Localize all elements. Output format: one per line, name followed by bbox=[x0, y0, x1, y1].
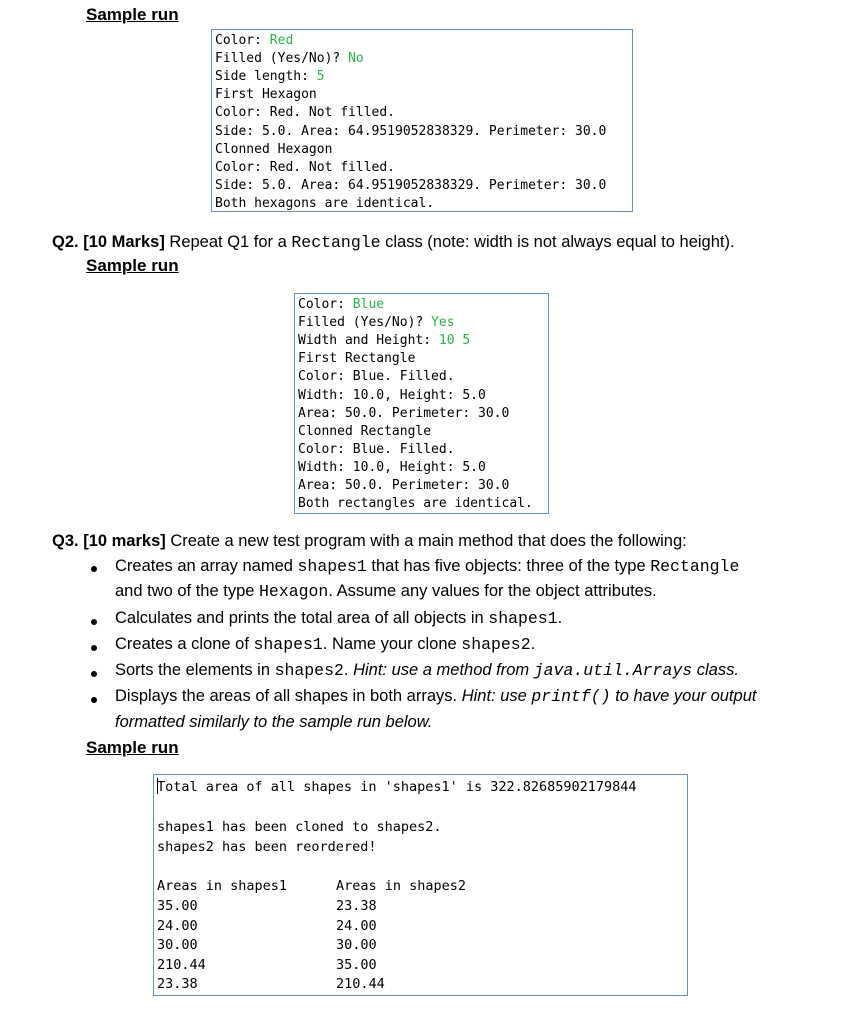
console-output: Filled (Yes/No)? bbox=[298, 315, 432, 331]
q2-code-rectangle: Rectangle bbox=[291, 233, 381, 252]
console-user-input: Blue bbox=[352, 297, 385, 312]
q3-sample-run-heading: Sample run bbox=[86, 738, 179, 757]
q3-question bbox=[52, 532, 687, 551]
console-output: First Rectangle bbox=[298, 351, 416, 367]
b5-hint-3: formatted similarly to the sample run below. bbox=[115, 713, 433, 731]
console-output: Color: Red. Not filled. bbox=[215, 105, 396, 121]
b1-code-hexagon: Hexagon bbox=[259, 582, 329, 601]
bullet-3-icon bbox=[91, 645, 97, 651]
console-line bbox=[215, 104, 395, 122]
console-line bbox=[298, 387, 486, 405]
console-user-input: 5 bbox=[316, 69, 325, 85]
b1-text-3: and two of the type bbox=[115, 582, 260, 600]
b5-text: Displays the areas of all shapes in both arrays. bbox=[115, 687, 462, 705]
b5-code-printf: printf() bbox=[531, 687, 611, 706]
area-value: 24.00 bbox=[157, 917, 198, 934]
console-line bbox=[215, 123, 606, 141]
b2-code-shapes1: shapes1 bbox=[488, 609, 558, 628]
console-user-input: Yes bbox=[431, 315, 455, 331]
q3-bullet-5-line2 bbox=[115, 713, 432, 732]
area-value: 35.00 bbox=[336, 956, 377, 973]
console-line bbox=[215, 159, 395, 177]
console-output: Side: 5.0. Area: 64.9519052838329. Perimeter: 30.0 bbox=[215, 177, 607, 193]
b4-code-shapes2: shapes2 bbox=[274, 661, 344, 680]
area-value: 210.44 bbox=[336, 976, 385, 993]
b4-code-arrays: java.util.Arrays bbox=[533, 661, 693, 680]
q3-bullet-3 bbox=[115, 635, 535, 654]
b1-code-rectangle: Rectangle bbox=[650, 557, 740, 576]
console-output: Both hexagons are identical. bbox=[215, 195, 435, 211]
q3-bullet-2 bbox=[115, 609, 562, 628]
console-line bbox=[298, 459, 486, 477]
console-line bbox=[215, 177, 606, 195]
q2-number: Q2. bbox=[52, 233, 79, 251]
console-output: Both rectangles are identical. bbox=[298, 496, 533, 512]
area-value: 30.00 bbox=[157, 937, 198, 954]
console-output: Width and Height: bbox=[298, 333, 439, 349]
console-line bbox=[298, 495, 533, 513]
console-line bbox=[298, 441, 455, 459]
q2-text-before: Repeat Q1 for a bbox=[164, 233, 292, 251]
q1-sample-console bbox=[211, 29, 633, 212]
b3-text: Creates a clone of bbox=[115, 635, 254, 653]
console-line bbox=[215, 141, 332, 159]
console-line bbox=[215, 32, 293, 50]
q3-bullet-1-line2 bbox=[115, 582, 657, 601]
console-reordered-line: shapes2 has been reordered! bbox=[157, 839, 377, 855]
console-output: Width: 10.0, Height: 5.0 bbox=[298, 387, 486, 403]
console-output: Side length: bbox=[215, 69, 317, 85]
console-line bbox=[298, 296, 384, 314]
console-line bbox=[215, 86, 317, 104]
area-value: 23.38 bbox=[157, 976, 198, 993]
q2-sample-console bbox=[294, 293, 549, 514]
q2-marks: [10 Marks] bbox=[83, 233, 165, 251]
b5-hint-2: to have your output bbox=[610, 687, 757, 705]
col1-header: Areas in shapes1 bbox=[157, 878, 288, 894]
console-output: First Hexagon bbox=[215, 87, 317, 103]
b3-text-2: . Name your clone bbox=[322, 635, 462, 653]
console-output: Area: 50.0. Perimeter: 30.0 bbox=[298, 405, 510, 421]
b3-text-3: . bbox=[530, 635, 536, 653]
q3-number: Q3. bbox=[52, 532, 79, 550]
q3-bullet-5-line1 bbox=[115, 687, 756, 706]
b1-code-shapes1: shapes1 bbox=[297, 557, 367, 576]
console-output: Side: 5.0. Area: 64.9519052838329. Perimeter: 30.0 bbox=[215, 123, 607, 139]
b2-text-2: . bbox=[557, 609, 563, 627]
console-user-input: Red bbox=[269, 33, 294, 48]
console-line bbox=[215, 50, 364, 68]
b4-hint: Hint: use a method from bbox=[353, 661, 534, 679]
console-output: Color: Red. Not filled. bbox=[215, 159, 396, 175]
b4-text-2: . bbox=[343, 661, 354, 679]
console-total-line: Total area of all shapes in 'shapes1' is 322.82685902179844 bbox=[157, 779, 637, 795]
area-value: 35.00 bbox=[157, 898, 198, 914]
bullet-2-icon bbox=[91, 619, 97, 625]
q3-intro: Create a new test program with a main method that does the following: bbox=[165, 532, 687, 550]
q2-sample-run-heading: Sample run bbox=[86, 256, 179, 275]
q3-marks: [10 marks] bbox=[83, 532, 166, 550]
console-output: Color: Blue. Filled. bbox=[298, 369, 455, 385]
bullet-5-icon bbox=[91, 697, 97, 703]
console-line bbox=[215, 68, 325, 86]
b1-text-2: that has five objects: three of the type bbox=[366, 557, 651, 575]
area-value: 24.00 bbox=[336, 917, 377, 934]
console-user-input: No bbox=[348, 51, 364, 67]
console-line bbox=[298, 314, 455, 332]
b1-text: Creates an array named bbox=[115, 557, 298, 575]
console-output: Clonned Hexagon bbox=[215, 141, 333, 157]
b1-text-4: . Assume any values for the object attributes. bbox=[328, 582, 657, 600]
console-output: Color: bbox=[298, 297, 353, 312]
console-line bbox=[298, 423, 431, 441]
b5-hint: Hint: use bbox=[461, 687, 532, 705]
console-output: Color: bbox=[215, 33, 270, 48]
console-output: Width: 10.0, Height: 5.0 bbox=[298, 459, 486, 475]
console-output: Clonned Rectangle bbox=[298, 423, 432, 439]
b4-hint-2: class. bbox=[692, 661, 739, 679]
bullet-1-icon bbox=[91, 566, 97, 572]
b4-text: Sorts the elements in bbox=[115, 661, 275, 679]
q3-sample-console bbox=[153, 774, 688, 996]
b3-code-shapes1: shapes1 bbox=[253, 635, 323, 654]
col2-header: Areas in shapes2 bbox=[336, 878, 467, 894]
console-line bbox=[298, 368, 455, 386]
console-line bbox=[298, 405, 509, 423]
console-user-input: 10 5 bbox=[438, 333, 471, 349]
area-value: 30.00 bbox=[336, 937, 377, 954]
q3-bullet-1-line1 bbox=[115, 557, 739, 576]
b2-text: Calculates and prints the total area of all objects in bbox=[115, 609, 489, 627]
bullet-4-icon bbox=[91, 671, 97, 677]
console-line bbox=[215, 195, 434, 213]
console-cloned-line: shapes1 has been cloned to shapes2. bbox=[157, 819, 442, 835]
area-value: 23.38 bbox=[336, 898, 377, 914]
q2-text-after: class (note: width is not always equal to height). bbox=[380, 233, 735, 251]
console-line bbox=[298, 350, 415, 368]
area-value: 210.44 bbox=[157, 956, 206, 973]
q2-question bbox=[52, 233, 735, 252]
console-output: Color: Blue. Filled. bbox=[298, 441, 455, 457]
console-output: Filled (Yes/No)? bbox=[215, 51, 349, 67]
console-line bbox=[298, 332, 470, 350]
b3-code-shapes2: shapes2 bbox=[461, 635, 531, 654]
console-output: Area: 50.0. Perimeter: 30.0 bbox=[298, 478, 510, 493]
console-line bbox=[298, 477, 509, 495]
q1-sample-run-heading: Sample run bbox=[86, 5, 179, 24]
q3-bullet-4 bbox=[115, 661, 739, 680]
